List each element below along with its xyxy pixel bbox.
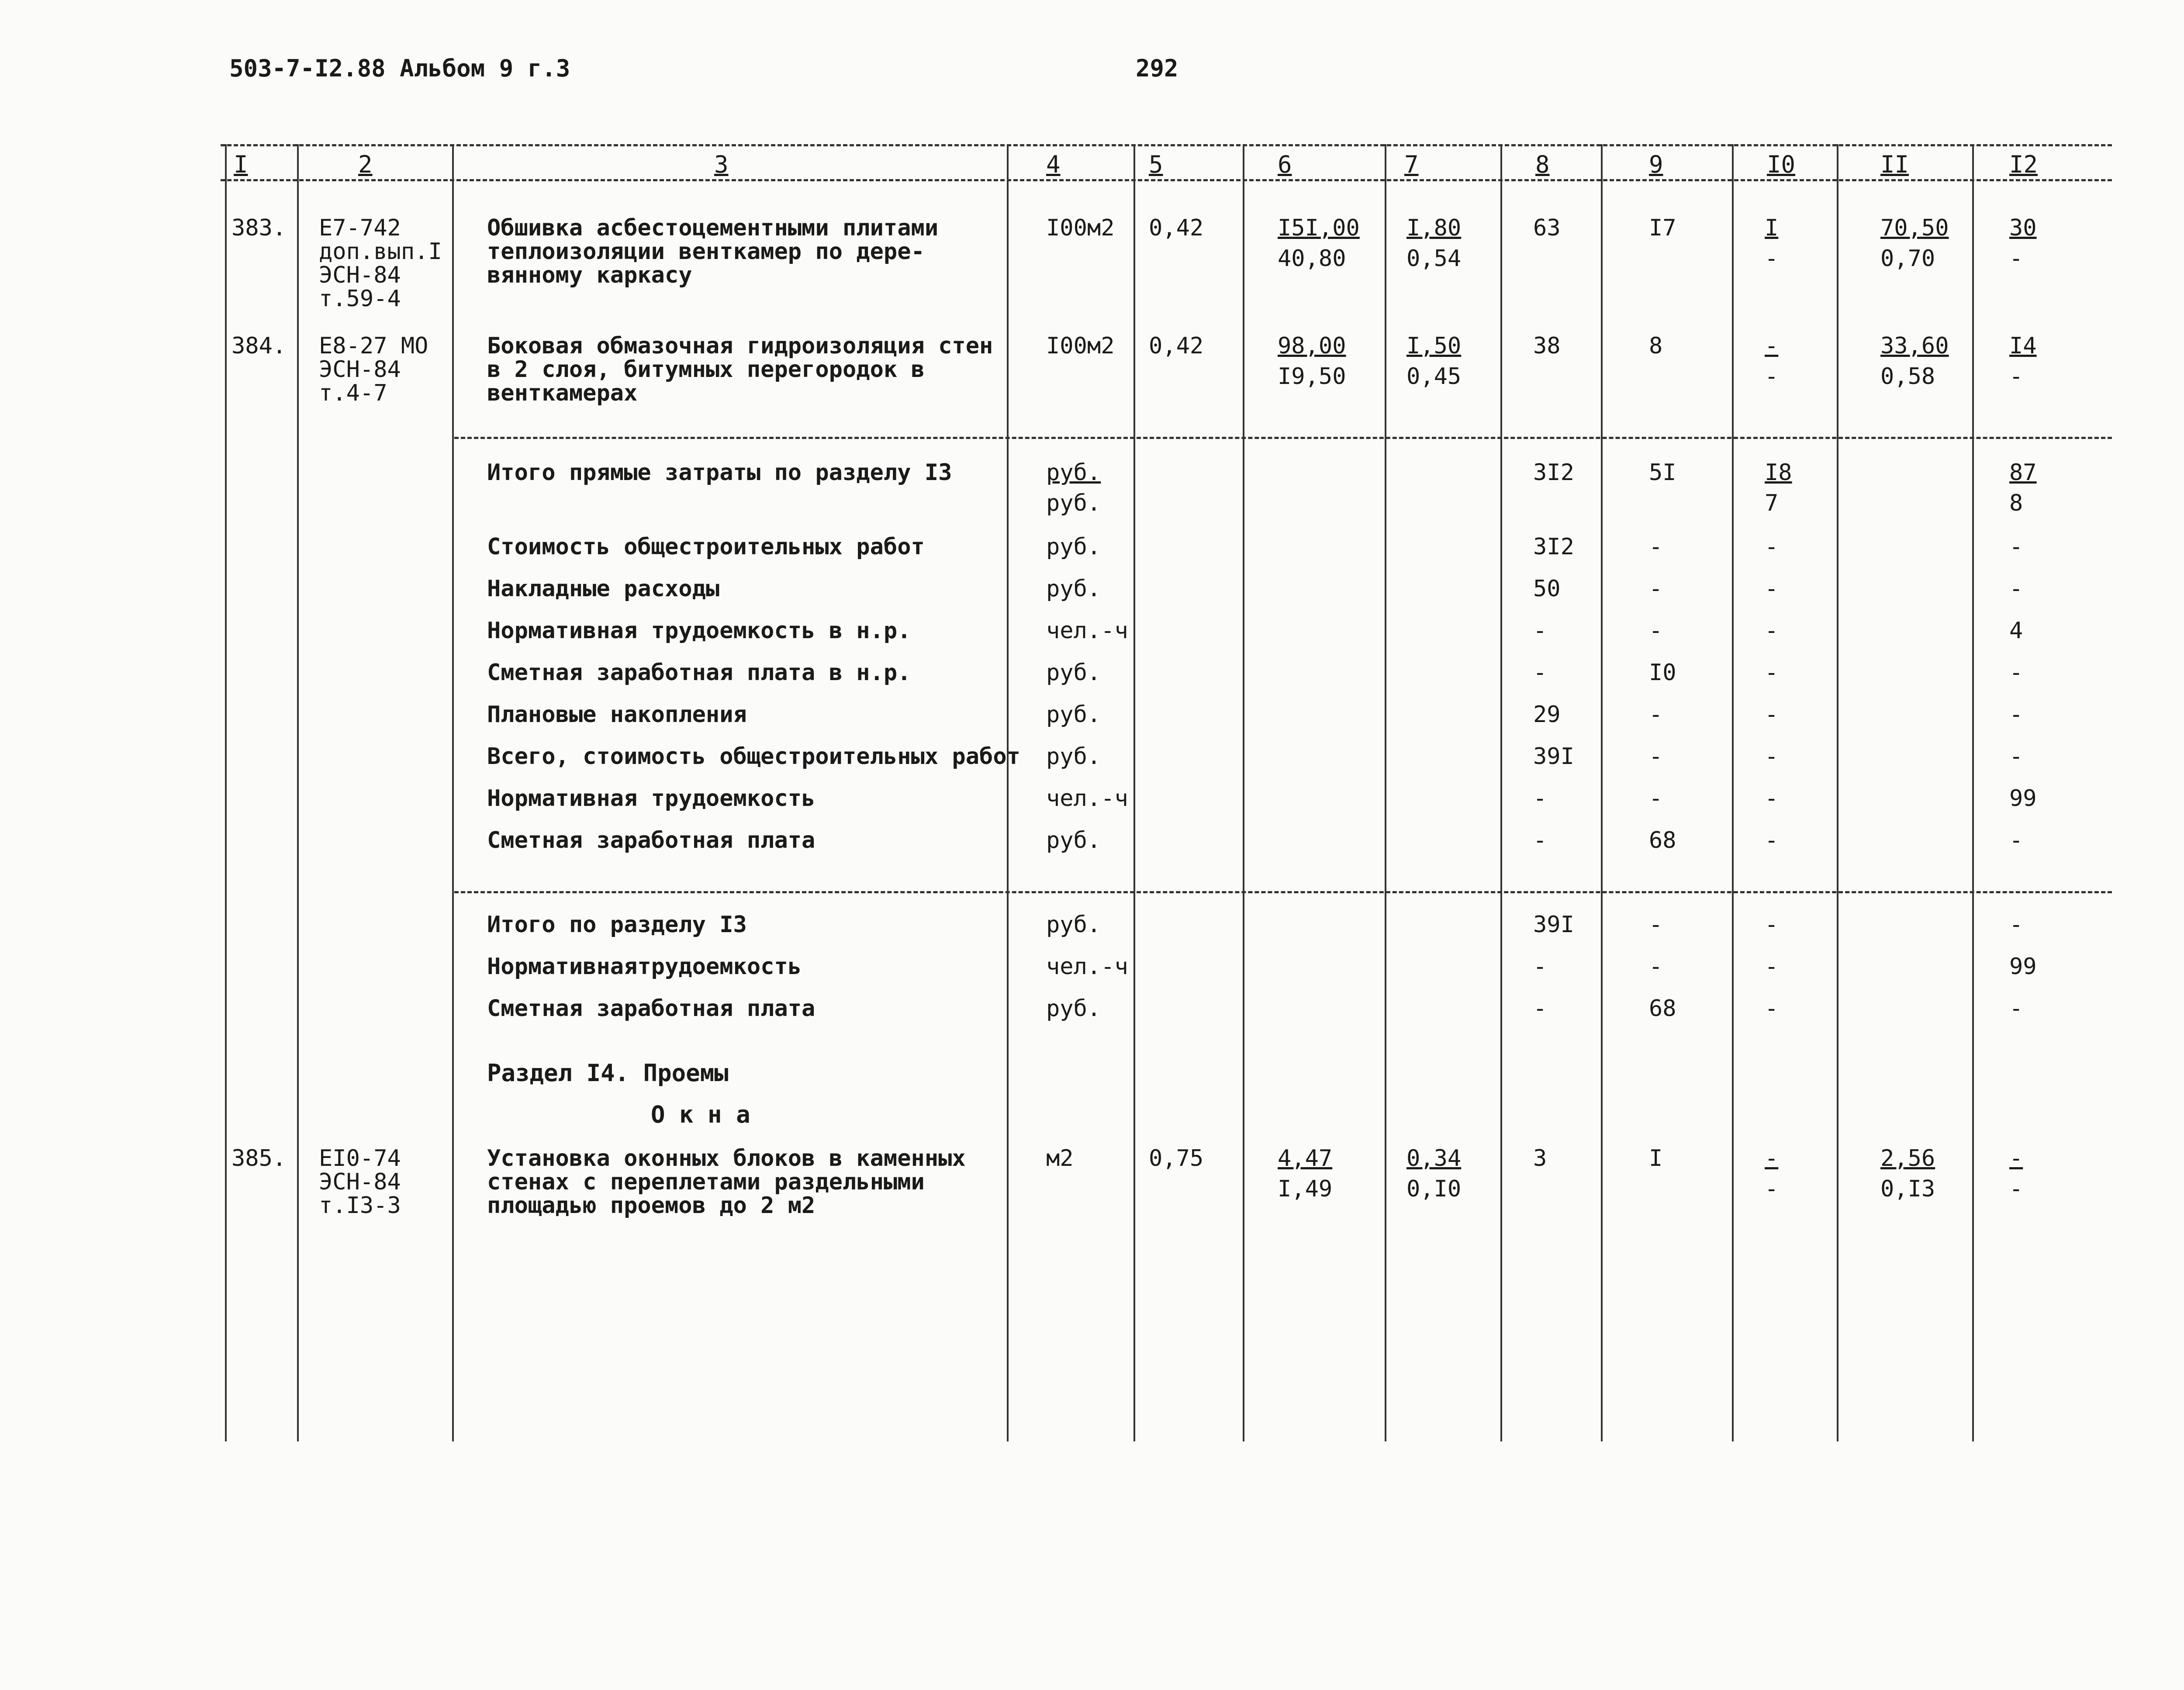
summary-c10: -: [1765, 995, 1779, 1022]
column-separator: [1972, 144, 1974, 1441]
total-machine: -: [1765, 1145, 1779, 1172]
summary-label: Нормативная трудоемкость в н.р.: [487, 618, 911, 644]
summary-label: Нормативная трудоемкость: [487, 785, 816, 812]
section-subtitle: О к н а: [651, 1101, 750, 1128]
unit-machine-wage: 0,54: [1406, 245, 1462, 272]
column-number: I2: [2009, 151, 2038, 178]
summary-label: Всего, стоимость общестроительных работ: [487, 743, 1020, 770]
column-number: 5: [1149, 151, 1163, 178]
section-divider: [454, 437, 2112, 439]
header-bottom-rule: [221, 179, 2112, 181]
column-separator: [225, 144, 227, 1441]
total-cost: 63: [1533, 215, 1561, 241]
unit-cost: I5I,00: [1278, 215, 1360, 241]
summary-c12: 4: [2009, 618, 2023, 644]
summary-unit: руб.: [1046, 460, 1101, 486]
summary-unit: чел.-ч: [1046, 954, 1128, 980]
summary-c9: 5I: [1649, 460, 1676, 486]
summary-label: Итого прямые затраты по разделу I3: [487, 460, 952, 486]
total-machine: -: [1765, 333, 1779, 359]
norm-code: Е8-27 МО ЭСН-84 т.4-7: [319, 333, 429, 406]
summary-c12: 99: [2009, 785, 2037, 812]
summary-c10: 7: [1765, 490, 1779, 516]
row-number: 383.: [232, 215, 287, 241]
column-separator: [297, 144, 299, 1441]
column-separator: [1385, 144, 1386, 1441]
total-wage: I7: [1649, 215, 1676, 241]
summary-c10: -: [1765, 534, 1779, 560]
summary-c9: -: [1649, 702, 1663, 728]
summary-unit: руб.: [1046, 912, 1101, 938]
summary-c8: -: [1533, 660, 1547, 686]
total-labor: 30: [2009, 215, 2037, 241]
summary-c12: 99: [2009, 954, 2037, 980]
summary-c9: -: [1649, 576, 1663, 602]
summary-label: Сметная заработная плата: [487, 995, 816, 1022]
summary-c10: -: [1765, 743, 1779, 770]
summary-c8: 39I: [1533, 912, 1574, 938]
unit-labor: 70,50: [1880, 215, 1949, 241]
work-description: Установка оконных блоков в каменных стенах с переплетами раздельными площадью проемов до 2 м2: [487, 1145, 966, 1219]
summary-c12: -: [2009, 995, 2023, 1022]
summary-c9: -: [1649, 743, 1663, 770]
summary-c8: 50: [1533, 576, 1561, 602]
summary-unit: руб.: [1046, 534, 1101, 560]
summary-unit: руб.: [1046, 995, 1101, 1022]
summary-c10: -: [1765, 660, 1779, 686]
summary-c12: 8: [2009, 490, 2023, 516]
summary-c9: I0: [1649, 660, 1676, 686]
summary-c8: -: [1533, 827, 1547, 854]
summary-c12: -: [2009, 912, 2023, 938]
column-number: I: [234, 151, 248, 178]
summary-label: Нормативнаятрудоемкость: [487, 954, 802, 980]
summary-c9: -: [1649, 534, 1663, 560]
summary-unit: руб.: [1046, 576, 1101, 602]
summary-c8: -: [1533, 995, 1547, 1022]
quantity: 0,42: [1149, 333, 1204, 359]
total-machine: I: [1765, 215, 1779, 241]
summary-c8: -: [1533, 618, 1547, 644]
unit-labor-machine: 0,58: [1880, 363, 1935, 390]
quantity: 0,42: [1149, 215, 1204, 241]
header-top-rule: [221, 144, 2112, 146]
section-title: Раздел I4. Проемы: [487, 1059, 729, 1087]
column-separator: [1243, 144, 1244, 1441]
column-number: 3: [714, 151, 729, 178]
column-number: 9: [1649, 151, 1663, 178]
total-wage: I: [1649, 1145, 1663, 1172]
column-separator: [1133, 144, 1135, 1441]
unit-machine-wage: 0,45: [1406, 363, 1462, 390]
summary-c10: -: [1765, 576, 1779, 602]
summary-c10: -: [1765, 618, 1779, 644]
summary-c9: -: [1649, 618, 1663, 644]
summary-c10: I8: [1765, 460, 1792, 486]
column-separator: [1732, 144, 1734, 1441]
unit-wage: 40,80: [1278, 245, 1346, 272]
summary-label: Накладные расходы: [487, 576, 720, 602]
column-separator: [1500, 144, 1502, 1441]
summary-c8: -: [1533, 785, 1547, 812]
summary-c10: -: [1765, 912, 1779, 938]
summary-c12: -: [2009, 534, 2023, 560]
summary-c12: -: [2009, 743, 2023, 770]
summary-c10: -: [1765, 785, 1779, 812]
column-number: 8: [1535, 151, 1550, 178]
summary-unit: чел.-ч: [1046, 785, 1128, 812]
summary-unit: руб.: [1046, 702, 1101, 728]
total-machine-wage: -: [1765, 245, 1779, 272]
column-separator: [1007, 144, 1009, 1441]
summary-label: Сметная заработная плата: [487, 827, 816, 854]
page-number: 292: [1136, 55, 1178, 82]
unit-wage: I9,50: [1278, 363, 1346, 390]
total-machine-wage: -: [1765, 363, 1779, 390]
summary-c8: 39I: [1533, 743, 1574, 770]
unit-labor: 33,60: [1880, 333, 1949, 359]
total-wage: 8: [1649, 333, 1663, 359]
summary-unit: руб.: [1046, 743, 1101, 770]
summary-c9: 68: [1649, 995, 1676, 1022]
column-separator: [1837, 144, 1838, 1441]
summary-c8: 29: [1533, 702, 1561, 728]
unit-cost: 98,00: [1278, 333, 1346, 359]
total-cost: 3: [1533, 1145, 1547, 1172]
summary-c10: -: [1765, 827, 1779, 854]
unit-machine: 0,34: [1406, 1145, 1462, 1172]
unit-labor-machine: 0,70: [1880, 245, 1935, 272]
work-description: Боковая обмазочная гидроизоляция стен в 2 слоя, битумных перегородок в венткамерах: [487, 333, 993, 406]
column-number: I0: [1767, 151, 1796, 178]
summary-unit: чел.-ч: [1046, 618, 1128, 644]
summary-c8: -: [1533, 954, 1547, 980]
column-number: II: [1880, 151, 1909, 178]
section-divider: [454, 891, 2112, 893]
summary-c9: -: [1649, 954, 1663, 980]
summary-c9: -: [1649, 785, 1663, 812]
work-description: Обшивка асбестоцементными плитами теплоизоляции венткамер по дере- вянному каркасу: [487, 215, 939, 288]
unit-machine: I,50: [1406, 333, 1462, 359]
column-number: 6: [1278, 151, 1292, 178]
total-labor: -: [2009, 1145, 2023, 1172]
norm-code: Е7-742 доп.вып.I ЭСН-84 т.59-4: [319, 215, 442, 312]
summary-c8: 3I2: [1533, 460, 1574, 486]
summary-c12: -: [2009, 576, 2023, 602]
unit: I00м2: [1046, 333, 1115, 359]
summary-c12: -: [2009, 702, 2023, 728]
total-machine-wage: -: [1765, 1176, 1779, 1202]
total-labor-machine: -: [2009, 1176, 2023, 1202]
summary-unit: руб.: [1046, 827, 1101, 854]
unit-machine-wage: 0,I0: [1406, 1176, 1462, 1202]
column-separator: [452, 144, 454, 1441]
summary-label: Итого по разделу I3: [487, 912, 747, 938]
total-cost: 38: [1533, 333, 1561, 359]
summary-c12: -: [2009, 660, 2023, 686]
summary-unit: руб.: [1046, 490, 1101, 516]
summary-c8: 3I2: [1533, 534, 1574, 560]
total-labor: I4: [2009, 333, 2037, 359]
summary-label: Сметная заработная плата в н.р.: [487, 660, 911, 686]
summary-c12: -: [2009, 827, 2023, 854]
summary-unit: руб.: [1046, 660, 1101, 686]
column-number: 4: [1046, 151, 1061, 178]
unit-machine: I,80: [1406, 215, 1462, 241]
unit-labor: 2,56: [1880, 1145, 1935, 1172]
unit-labor-machine: 0,I3: [1880, 1176, 1935, 1202]
summary-c9: 68: [1649, 827, 1676, 854]
column-separator: [1601, 144, 1603, 1441]
unit: м2: [1046, 1145, 1074, 1172]
unit-cost: 4,47: [1278, 1145, 1333, 1172]
summary-c9: -: [1649, 912, 1663, 938]
column-number: 7: [1404, 151, 1419, 178]
column-number: 2: [358, 151, 373, 178]
summary-c10: -: [1765, 954, 1779, 980]
document-code: 503-7-I2.88 Альбом 9 г.3: [229, 55, 570, 82]
unit: I00м2: [1046, 215, 1115, 241]
row-number: 384.: [232, 333, 287, 359]
summary-c12: 87: [2009, 460, 2037, 486]
norm-code: ЕI0-74 ЭСН-84 т.I3-3: [319, 1145, 401, 1219]
total-labor-machine: -: [2009, 245, 2023, 272]
summary-label: Стоимость общестроительных работ: [487, 534, 925, 560]
unit-wage: I,49: [1278, 1176, 1333, 1202]
quantity: 0,75: [1149, 1145, 1204, 1172]
row-number: 385.: [232, 1145, 287, 1172]
summary-c10: -: [1765, 702, 1779, 728]
summary-label: Плановые накопления: [487, 702, 747, 728]
total-labor-machine: -: [2009, 363, 2023, 390]
